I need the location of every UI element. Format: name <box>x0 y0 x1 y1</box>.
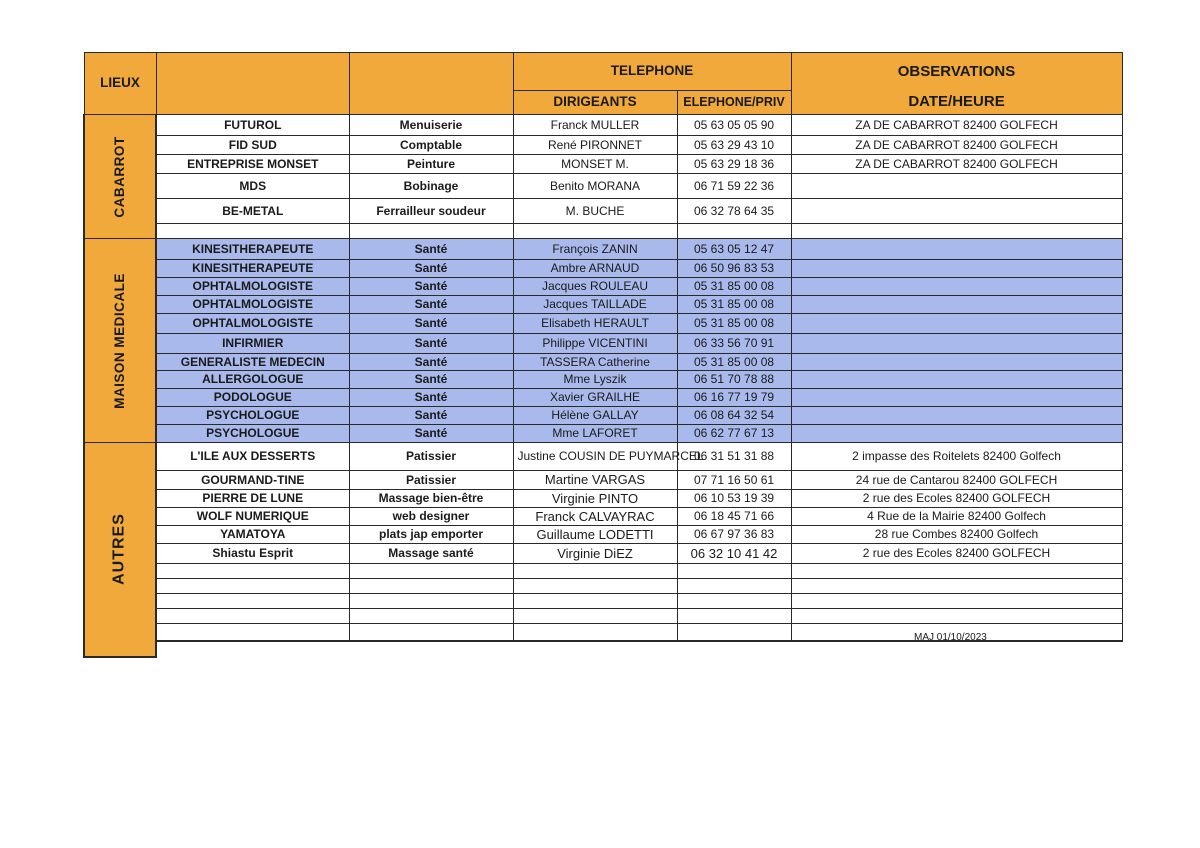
section-autres: AUTRES <box>84 443 156 657</box>
practitioner-category: Santé <box>349 239 513 260</box>
business-manager: Justine COUSIN DE PUYMARCEL <box>513 443 677 471</box>
practitioner-name: François ZANIN <box>513 239 677 260</box>
practitioner-name: Elisabeth HERAULT <box>513 314 677 334</box>
practitioner-specialty: OPHTALMOLOGISTE <box>156 278 349 296</box>
table-row <box>84 443 1122 471</box>
table-row-empty <box>84 224 1122 239</box>
business-category: Patissier <box>349 471 513 490</box>
table-row <box>84 174 1122 199</box>
empty-cell <box>156 564 349 579</box>
company-category: Bobinage <box>349 174 513 199</box>
directory-table <box>83 52 1123 658</box>
business-observation: 2 impasse des Roitelets 82400 Golfech <box>791 443 1122 471</box>
table-row <box>84 155 1122 174</box>
company-category: Peinture <box>349 155 513 174</box>
practitioner-observation <box>791 278 1122 296</box>
business-observation: 2 rue des Ecoles 82400 GOLFECH <box>791 490 1122 508</box>
business-category: Massage santé <box>349 544 513 564</box>
table-row <box>84 239 1122 260</box>
company-category: Ferrailleur soudeur <box>349 199 513 224</box>
empty-cell <box>349 609 513 624</box>
practitioner-name: Mme Lyszik <box>513 371 677 389</box>
practitioner-phone: 06 33 56 70 91 <box>677 334 791 354</box>
business-observation: 4 Rue de la Mairie 82400 Golfech <box>791 508 1122 526</box>
practitioner-observation <box>791 239 1122 260</box>
table-row <box>84 278 1122 296</box>
empty-cell <box>349 579 513 594</box>
table-row <box>84 371 1122 389</box>
empty-cell <box>513 609 677 624</box>
table-row <box>84 260 1122 278</box>
practitioner-category: Santé <box>349 278 513 296</box>
company-manager: Franck MULLER <box>513 115 677 136</box>
spacer-cell <box>677 641 791 657</box>
company-observation <box>791 174 1122 199</box>
company-name: FUTUROL <box>156 115 349 136</box>
practitioner-category: Santé <box>349 371 513 389</box>
business-observation: 24 rue de Cantarou 82400 GOLFECH <box>791 471 1122 490</box>
update-date: MAJ 01/10/2023 <box>914 632 987 643</box>
directory-sheet <box>83 52 1121 658</box>
header-empty-2 <box>349 53 513 115</box>
practitioner-category: Santé <box>349 260 513 278</box>
practitioner-name: Xavier GRAILHE <box>513 389 677 407</box>
business-manager: Martine VARGAS <box>513 471 677 490</box>
business-phone: 06 32 10 41 42 <box>677 544 791 564</box>
empty-cell <box>791 224 1122 239</box>
practitioner-specialty: OPHTALMOLOGISTE <box>156 296 349 314</box>
spacer-cell <box>349 641 513 657</box>
practitioner-phone: 06 08 64 32 54 <box>677 407 791 425</box>
practitioner-name: Jacques TAILLADE <box>513 296 677 314</box>
practitioner-category: Santé <box>349 296 513 314</box>
practitioner-phone: 06 62 77 67 13 <box>677 425 791 443</box>
company-category: Comptable <box>349 136 513 155</box>
business-manager: Virginie DiEZ <box>513 544 677 564</box>
practitioner-observation <box>791 296 1122 314</box>
practitioner-name: Mme LAFORET <box>513 425 677 443</box>
business-manager: Guillaume LODETTI <box>513 526 677 544</box>
empty-cell <box>791 564 1122 579</box>
company-observation: ZA DE CABARROT 82400 GOLFECH <box>791 136 1122 155</box>
business-category: Patissier <box>349 443 513 471</box>
empty-cell <box>791 609 1122 624</box>
empty-cell <box>791 594 1122 609</box>
spacer-cell <box>156 641 349 657</box>
practitioner-phone: 05 31 85 00 08 <box>677 296 791 314</box>
spacer-cell <box>513 641 677 657</box>
table-row-empty <box>84 609 1122 624</box>
section-maison-medicale: MAISON MEDICALE <box>84 239 156 443</box>
business-observation: 28 rue Combes 82400 Golfech <box>791 526 1122 544</box>
empty-cell <box>513 579 677 594</box>
empty-cell <box>156 609 349 624</box>
practitioner-category: Santé <box>349 334 513 354</box>
empty-cell <box>513 224 677 239</box>
practitioner-specialty: ALLERGOLOGUE <box>156 371 349 389</box>
empty-cell <box>156 579 349 594</box>
table-row <box>84 490 1122 508</box>
business-manager: Virginie PINTO <box>513 490 677 508</box>
practitioner-phone: 06 50 96 83 53 <box>677 260 791 278</box>
header-telephone-priv: ELEPHONE/PRIV <box>677 91 791 115</box>
practitioner-specialty: KINESITHERAPEUTE <box>156 260 349 278</box>
business-category: Massage bien-être <box>349 490 513 508</box>
business-phone: 06 18 45 71 66 <box>677 508 791 526</box>
table-row <box>84 354 1122 371</box>
header-lieux: LIEUX <box>84 53 156 115</box>
practitioner-observation <box>791 389 1122 407</box>
empty-cell <box>677 579 791 594</box>
section-cabarrot: CABARROT <box>84 115 156 239</box>
table-row <box>84 508 1122 526</box>
empty-cell <box>156 624 349 641</box>
empty-cell <box>677 224 791 239</box>
business-name: WOLF NUMERIQUE <box>156 508 349 526</box>
company-manager: M. BUCHE <box>513 199 677 224</box>
table-row <box>84 136 1122 155</box>
practitioner-name: Hélène GALLAY <box>513 407 677 425</box>
practitioner-observation <box>791 314 1122 334</box>
empty-cell <box>677 609 791 624</box>
company-phone: 05 63 29 18 36 <box>677 155 791 174</box>
company-name: FID SUD <box>156 136 349 155</box>
practitioner-specialty: PSYCHOLOGUE <box>156 425 349 443</box>
practitioner-phone: 06 51 70 78 88 <box>677 371 791 389</box>
header-telephone: TELEPHONE <box>513 53 791 91</box>
practitioner-phone: 05 31 85 00 08 <box>677 314 791 334</box>
business-phone: 07 71 16 50 61 <box>677 471 791 490</box>
business-observation: 2 rue des Ecoles 82400 GOLFECH <box>791 544 1122 564</box>
business-name: Shiastu Esprit <box>156 544 349 564</box>
table-row <box>84 115 1122 136</box>
practitioner-category: Santé <box>349 354 513 371</box>
company-name: ENTREPRISE MONSET <box>156 155 349 174</box>
business-phone: 06 31 51 31 88 <box>677 443 791 471</box>
empty-cell <box>349 564 513 579</box>
company-name: MDS <box>156 174 349 199</box>
company-manager: René PIRONNET <box>513 136 677 155</box>
practitioner-specialty: INFIRMIER <box>156 334 349 354</box>
practitioner-phone: 05 63 05 12 47 <box>677 239 791 260</box>
table-row <box>84 314 1122 334</box>
company-manager: MONSET M. <box>513 155 677 174</box>
company-name: BE-METAL <box>156 199 349 224</box>
header-observations: OBSERVATIONS <box>791 53 1122 91</box>
practitioner-observation <box>791 334 1122 354</box>
practitioner-category: Santé <box>349 389 513 407</box>
header-dirigeants: DIRIGEANTS <box>513 91 677 115</box>
practitioner-name: Ambre ARNAUD <box>513 260 677 278</box>
empty-cell <box>156 224 349 239</box>
header-empty-1 <box>156 53 349 115</box>
practitioner-name: Philippe VICENTINI <box>513 334 677 354</box>
company-manager: Benito MORANA <box>513 174 677 199</box>
business-manager: Franck CALVAYRAC <box>513 508 677 526</box>
business-name: L'ILE AUX DESSERTS <box>156 443 349 471</box>
business-name: YAMATOYA <box>156 526 349 544</box>
practitioner-category: Santé <box>349 425 513 443</box>
empty-cell <box>513 624 677 641</box>
table-row-empty <box>84 579 1122 594</box>
empty-cell <box>349 594 513 609</box>
practitioner-observation <box>791 260 1122 278</box>
company-phone: 05 63 05 05 90 <box>677 115 791 136</box>
empty-cell <box>791 579 1122 594</box>
header-date-heure: DATE/HEURE <box>791 91 1122 115</box>
empty-cell <box>349 224 513 239</box>
table-row <box>84 389 1122 407</box>
empty-cell <box>677 564 791 579</box>
practitioner-name: TASSERA Catherine <box>513 354 677 371</box>
empty-cell <box>677 594 791 609</box>
table-row <box>84 471 1122 490</box>
practitioner-specialty: OPHTALMOLOGISTE <box>156 314 349 334</box>
business-name: PIERRE DE LUNE <box>156 490 349 508</box>
company-observation: ZA DE CABARROT 82400 GOLFECH <box>791 155 1122 174</box>
practitioner-observation <box>791 354 1122 371</box>
business-category: web designer <box>349 508 513 526</box>
practitioner-specialty: PODOLOGUE <box>156 389 349 407</box>
empty-cell <box>349 624 513 641</box>
table-row <box>84 334 1122 354</box>
header-row-1 <box>84 53 1122 91</box>
business-category: plats jap emporter <box>349 526 513 544</box>
practitioner-phone: 06 16 77 19 79 <box>677 389 791 407</box>
table-row-empty <box>84 564 1122 579</box>
table-row-empty <box>84 594 1122 609</box>
practitioner-category: Santé <box>349 407 513 425</box>
empty-cell <box>156 594 349 609</box>
business-phone: 06 10 53 19 39 <box>677 490 791 508</box>
company-observation: ZA DE CABARROT 82400 GOLFECH <box>791 115 1122 136</box>
practitioner-specialty: PSYCHOLOGUE <box>156 407 349 425</box>
table-row <box>84 425 1122 443</box>
table-row <box>84 296 1122 314</box>
practitioner-observation <box>791 371 1122 389</box>
business-phone: 06 67 97 36 83 <box>677 526 791 544</box>
table-row <box>84 526 1122 544</box>
company-observation <box>791 199 1122 224</box>
company-category: Menuiserie <box>349 115 513 136</box>
company-phone: 06 71 59 22 36 <box>677 174 791 199</box>
company-phone: 06 32 78 64 35 <box>677 199 791 224</box>
table-row <box>84 544 1122 564</box>
empty-cell <box>677 624 791 641</box>
table-row <box>84 407 1122 425</box>
practitioner-phone: 05 31 85 00 08 <box>677 278 791 296</box>
company-phone: 05 63 29 43 10 <box>677 136 791 155</box>
practitioner-observation <box>791 425 1122 443</box>
empty-cell <box>513 594 677 609</box>
practitioner-observation <box>791 407 1122 425</box>
practitioner-specialty: GENERALISTE MEDECIN <box>156 354 349 371</box>
practitioner-name: Jacques ROULEAU <box>513 278 677 296</box>
empty-cell <box>513 564 677 579</box>
practitioner-category: Santé <box>349 314 513 334</box>
table-row <box>84 199 1122 224</box>
practitioner-phone: 05 31 85 00 08 <box>677 354 791 371</box>
practitioner-specialty: KINESITHERAPEUTE <box>156 239 349 260</box>
business-name: GOURMAND-TINE <box>156 471 349 490</box>
